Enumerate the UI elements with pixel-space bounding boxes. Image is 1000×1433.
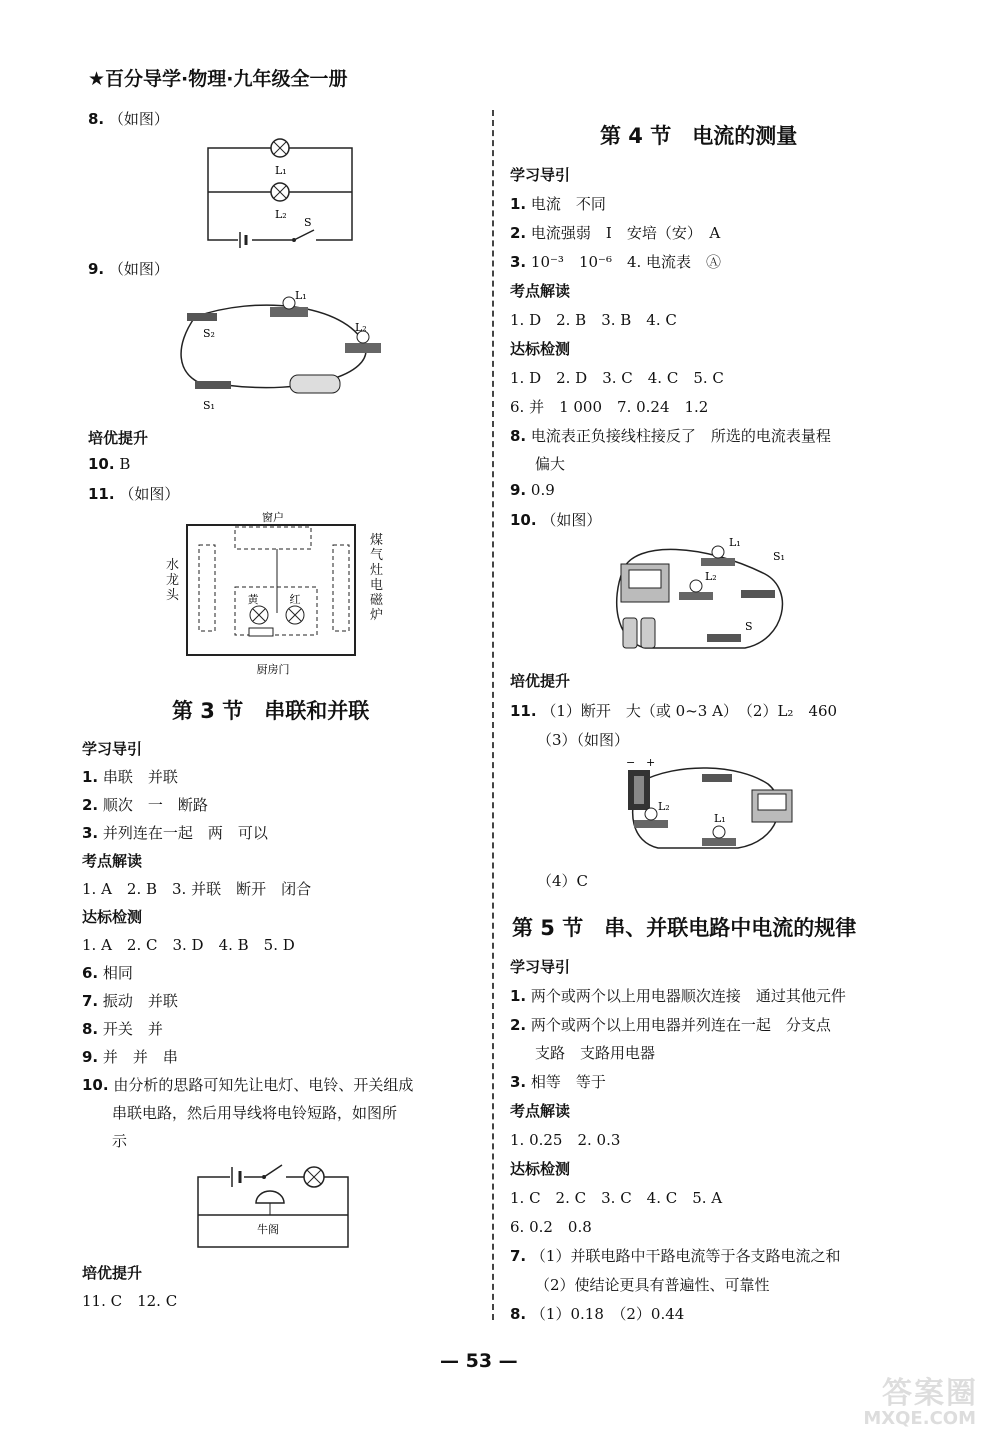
right-e8: 8. （1）0.18 （2）0.44 [510, 1305, 685, 1323]
left-x3: 3. 并列连在一起 两 可以 [82, 824, 268, 842]
svg-text:S₂: S₂ [203, 327, 215, 340]
right-dabiao2-heading: 达标检测 [510, 1160, 571, 1178]
right-y3: 3. 相等 等于 [510, 1073, 606, 1091]
right-dabiao-heading: 达标检测 [510, 340, 571, 358]
section-4-title: 第 4 节 电流的测量 [600, 124, 798, 148]
svg-text:−: − [626, 756, 636, 769]
wiring-figure-9 [165, 285, 395, 415]
right-e7: 7. （1）并联电路中干路电流等于各支路电流之和 [510, 1247, 841, 1265]
left-xuexi-heading: 学习导引 [82, 740, 143, 758]
left-k1: 1. A 2. B 3. 并联 断开 闭合 [82, 880, 312, 898]
watermark: 答案圈 [882, 1376, 978, 1411]
right-p11c: （4）C [537, 872, 589, 890]
right-x2: 2. 电流强弱 I 安培（安） A [510, 224, 721, 242]
svg-text:L₁: L₁ [714, 812, 726, 825]
svg-text:L₂: L₂ [658, 800, 670, 813]
left-d9: 9. 并 并 串 [82, 1048, 178, 1066]
left-q11: 11. （如图） [88, 485, 180, 503]
left-peiyou-heading: 培优提升 [88, 429, 149, 447]
circuit-figure-10 [190, 1155, 355, 1255]
fig11-yellow-label: 黄 [247, 593, 259, 606]
column-divider [492, 110, 494, 1320]
right-e1: 1. C 2. C 3. C 4. C 5. A [510, 1189, 723, 1207]
circuit-figure-11 [163, 505, 398, 685]
circuit-figure-8 [200, 130, 360, 250]
left-d10-line3: 示 [112, 1132, 128, 1150]
left-p11: 11. C 12. C [82, 1292, 178, 1310]
right-d10: 10. （如图） [510, 511, 602, 529]
left-d8: 8. 开关 并 [82, 1020, 163, 1038]
left-d1: 1. A 2. C 3. D 4. B 5. D [82, 936, 295, 954]
fig11-red-label: 红 [289, 593, 301, 606]
left-d7: 7. 振动 并联 [82, 992, 178, 1010]
right-x3: 3. 10⁻³ 10⁻⁶ 4. 电流表 Ⓐ [510, 253, 722, 271]
svg-text:L₂: L₂ [355, 321, 367, 334]
right-d1: 1. D 2. D 3. C 4. C 5. C [510, 369, 724, 387]
left-q8: 8. （如图） [88, 110, 169, 128]
right-d6: 6. 并 1 000 7. 0.24 1.2 [510, 398, 709, 416]
right-y2: 2. 两个或两个以上用电器并列连在一起 分支点 [510, 1016, 831, 1034]
page-number: — 53 — [440, 1350, 518, 1372]
right-kaodian2-heading: 考点解读 [510, 1102, 571, 1120]
right-kaodian-heading: 考点解读 [510, 282, 571, 300]
svg-text:L₁: L₁ [729, 536, 741, 549]
section-5-title: 第 5 节 串、并联电路中电流的规律 [512, 916, 857, 940]
wiring-figure-11-right [618, 752, 798, 862]
left-d10: 10. 由分析的思路可知先让电灯、电铃、开关组成 [82, 1076, 414, 1094]
left-d10-line2: 串联电路，然后用导线将电铃短路，如图所 [112, 1104, 398, 1122]
right-xuexi2-heading: 学习导引 [510, 958, 571, 976]
left-dabiao-heading: 达标检测 [82, 908, 143, 926]
fig11-door-label: 厨房门 [256, 663, 290, 676]
svg-text:S₁: S₁ [203, 399, 215, 412]
wiring-figure-10-right [605, 530, 805, 660]
svg-text:S₁: S₁ [773, 550, 785, 563]
svg-text:L₁: L₁ [295, 289, 307, 302]
fig10-label: 牛阁 [257, 1223, 279, 1236]
right-e7-line2: （2）使结论更具有普遍性、可靠性 [535, 1276, 770, 1294]
right-xuexi-heading: 学习导引 [510, 166, 571, 184]
right-x1: 1. 电流 不同 [510, 195, 606, 213]
svg-text:S: S [745, 620, 753, 633]
left-d6: 6. 相同 [82, 964, 133, 982]
right-p11a: 11. （1）断开 大（或 0~3 A） （2）L₂ 460 [510, 702, 838, 720]
fig11-faucet-label: 水龙头 [166, 558, 180, 603]
right-k1: 1. D 2. B 3. B 4. C [510, 311, 677, 329]
right-d8: 8. 电流表正负接线柱接反了 所选的电流表量程 [510, 427, 831, 445]
left-kaodian-heading: 考点解读 [82, 852, 143, 870]
left-x2: 2. 顺次 一 断路 [82, 796, 208, 814]
page-header: ★百分导学·物理·九年级全一册 [88, 68, 348, 90]
right-peiyou-heading: 培优提升 [510, 672, 571, 690]
left-q9: 9. （如图） [88, 260, 169, 278]
fig11-stove-label: 煤气灶电磁炉 [370, 533, 384, 623]
svg-text:L₂: L₂ [275, 208, 287, 221]
right-kk1: 1. 0.25 2. 0.3 [510, 1131, 621, 1149]
svg-text:S: S [304, 216, 312, 229]
right-p11b: （3）（如图） [537, 731, 630, 749]
right-d9: 9. 0.9 [510, 481, 555, 499]
svg-text:L₁: L₁ [275, 164, 287, 177]
fig11-window-label: 窗户 [262, 511, 284, 524]
right-d8-line2: 偏大 [535, 455, 566, 473]
right-e6: 6. 0.2 0.8 [510, 1218, 592, 1236]
svg-text:L₂: L₂ [705, 570, 717, 583]
left-q10: 10. B [88, 455, 131, 473]
left-x1: 1. 串联 并联 [82, 768, 178, 786]
svg-text:+: + [646, 756, 656, 769]
right-y1: 1. 两个或两个以上用电器顺次连接 通过其他元件 [510, 987, 846, 1005]
left-peiyou2-heading: 培优提升 [82, 1264, 143, 1282]
watermark-url: MXQE.COM [863, 1408, 976, 1429]
right-y2-line2: 支路 支路用电器 [535, 1044, 656, 1062]
section-3-title: 第 3 节 串联和并联 [172, 699, 370, 723]
